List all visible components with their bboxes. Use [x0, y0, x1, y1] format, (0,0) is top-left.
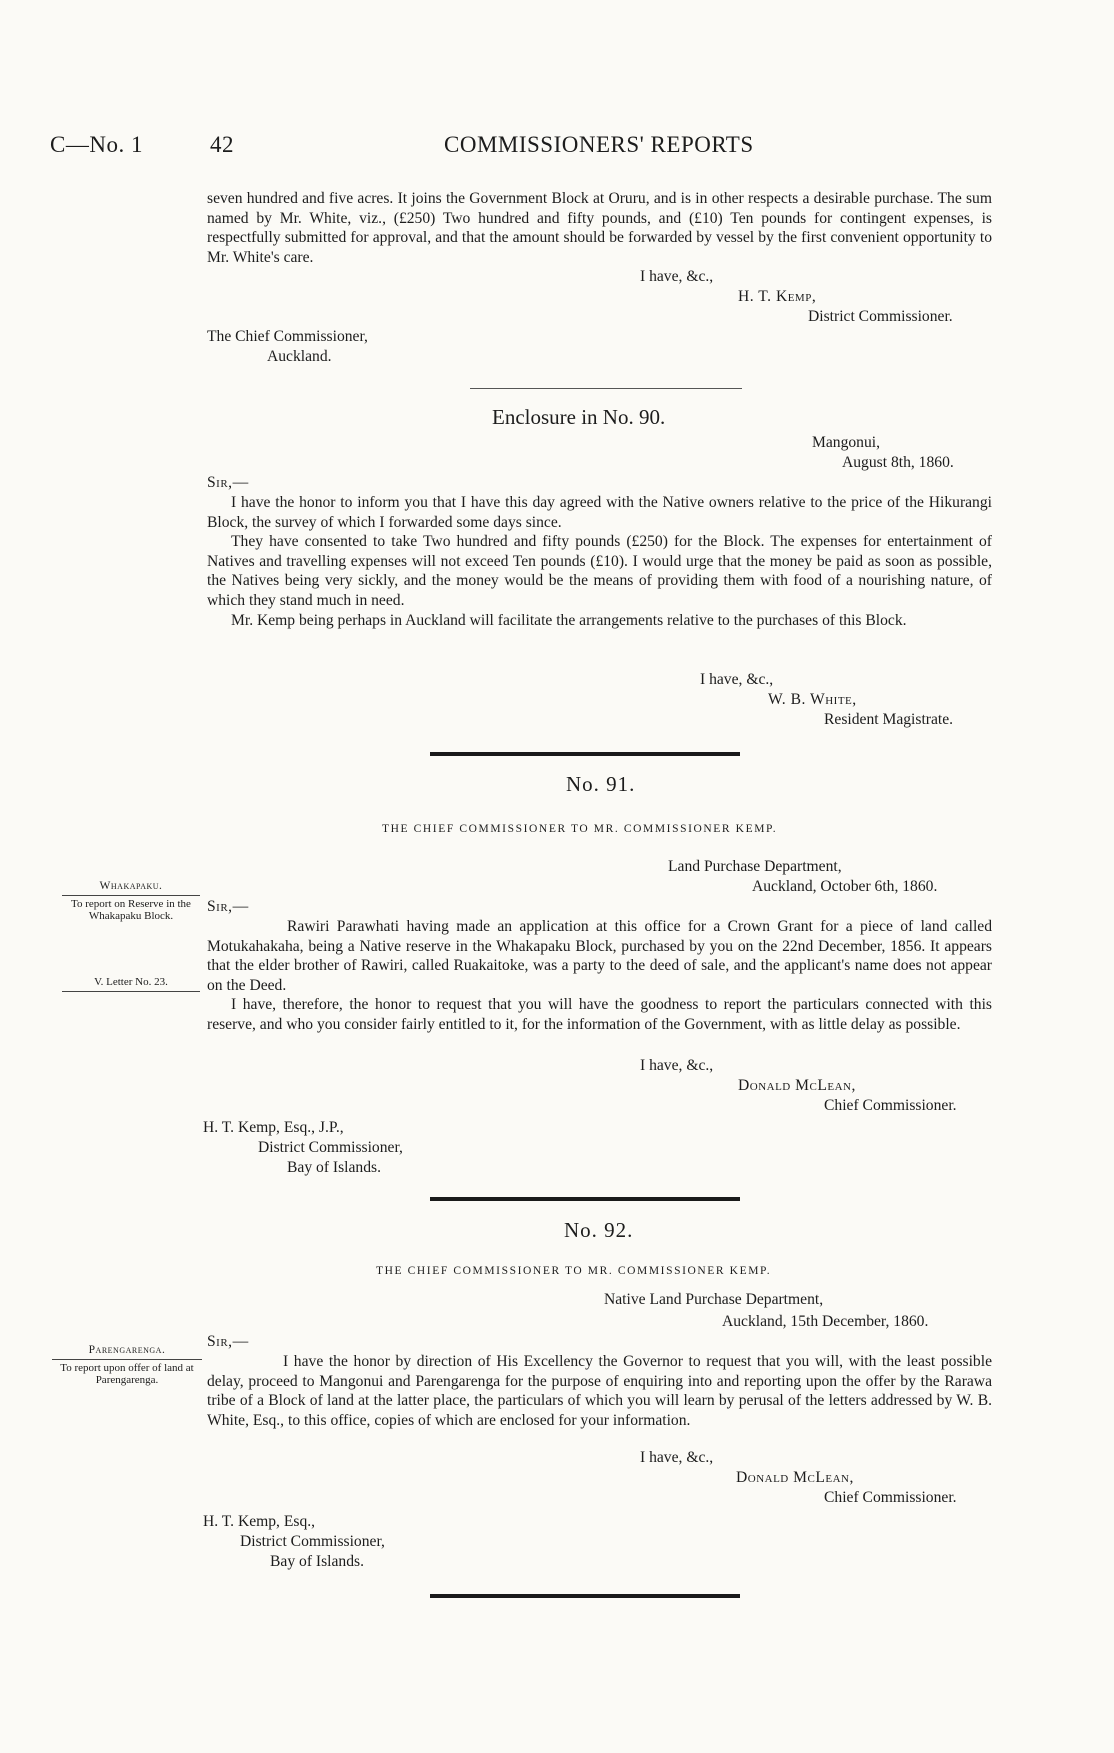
letter-92-margin	[52, 1344, 202, 1387]
section-divider	[470, 388, 742, 389]
letter-92-addressee-1: H. T. Kemp, Esq.,	[203, 1513, 316, 1530]
margin-rule	[62, 991, 200, 992]
enclosure-signer: W. B. White,	[768, 691, 857, 708]
intro-paragraph: seven hundred and five acres. It joins the Government Block at Oruru, and is in other respects a desirable purchase. The sum named by Mr. White, viz., (£250) Two hundred and fifty pounds, and (£10) Ten pounds for contingent expenses, is respectfully submitted for approval, and that the amount should be forwarded by vessel by the first convenient opportunity to Mr. White's care.	[207, 190, 992, 266]
enclosure-sign-off: I have, &c.,	[700, 671, 774, 688]
enclosure-date: August 8th, 1860.	[842, 454, 954, 471]
letter-92-addressee-2: District Commissioner,	[240, 1533, 385, 1550]
letter-91-addressee-1: H. T. Kemp, Esq., J.P.,	[203, 1119, 344, 1136]
letter-91-para-2: I have, therefore, the honor to request that you will have the goodness to report the particulars connected with this reserve, and who you consider fairly entitled to it, for the information of the Government, with as little delay as possible.	[207, 996, 992, 1033]
section-divider-thick	[430, 752, 740, 756]
enclosure-para-2: They have consented to take Two hundred and fifty pounds (£250) for the Block. The expenses for entertainment of Natives and travelling expenses will not exceed Ten pounds (£10). I would urge that the money be paid as soon as possible, the Natives being very sickly, and the money would be the means of providing them with food of a nourishing nature, of which they stand much in need.	[207, 533, 992, 609]
letter-92-date: Auckland, 15th December, 1860.	[722, 1313, 929, 1330]
intro-sign-off: I have, &c.,	[640, 268, 714, 285]
letter-92-margin-head: Parengarenga.	[88, 1344, 166, 1356]
letter-92-salutation: Sir,—	[207, 1333, 249, 1350]
letter-91-place: Land Purchase Department,	[668, 858, 842, 875]
letter-91-number: No. 91.	[566, 772, 636, 796]
page-number: 42	[210, 132, 234, 157]
letter-92-signer: Donald McLean,	[736, 1469, 854, 1486]
enclosure-salutation: Sir,—	[207, 474, 249, 491]
letter-91-margin-ref: V. Letter No. 23.	[94, 976, 168, 988]
intro-addressee-2: Auckland.	[267, 348, 332, 365]
intro-addressee-1: The Chief Commissioner,	[207, 328, 368, 345]
letter-91-margin-note: To report on Reserve in the Whakapaku Block.	[71, 897, 191, 922]
letter-92-place: Native Land Purchase Department,	[604, 1291, 824, 1308]
letter-91-subtitle: THE CHIEF COMMISSIONER TO MR. COMMISSIONER KEMP.	[382, 823, 778, 835]
letter-91-addressee-2: District Commissioner,	[258, 1139, 403, 1156]
letter-91-para-1: Rawiri Parawhati having made an application at this office for a Crown Grant for a piece of land called Motukahakaha, being a Native reserve in the Whakapaku Block, purchased by you on the 22nd December, 1856. It appears that the elder brother of Rawiri, called Ruakaitoke, was a party to the deed of sale, and the applicant's name does not appear on the Deed.	[207, 918, 992, 994]
margin-rule	[52, 1359, 202, 1360]
letter-92-signer-title: Chief Commissioner.	[824, 1489, 957, 1506]
letter-92-subtitle: THE CHIEF COMMISSIONER TO MR. COMMISSIONER KEMP.	[376, 1265, 772, 1277]
letter-91-sign-off: I have, &c.,	[640, 1057, 714, 1074]
letter-91-addressee-3: Bay of Islands.	[287, 1159, 381, 1176]
letter-91-signer: Donald McLean,	[738, 1077, 856, 1094]
series-number: C—No. 1	[50, 132, 143, 157]
letter-91-margin	[62, 880, 200, 923]
enclosure-place: Mangonui,	[812, 434, 881, 451]
enclosure-para-1: I have the honor to inform you that I have this day agreed with the Native owners relative to the price of the Hikurangi Block, the survey of which I forwarded some days since.	[207, 494, 992, 531]
closing-divider	[430, 1594, 740, 1598]
enclosure-body	[207, 493, 992, 630]
letter-92-sign-off: I have, &c.,	[640, 1449, 714, 1466]
letter-91-margin-ref-block	[62, 976, 200, 992]
intro-signer: H. T. Kemp,	[738, 288, 817, 305]
margin-rule	[62, 895, 200, 896]
letter-92-para-1: I have the honor by direction of His Excellency the Governor to request that you will, with the least possible delay, proceed to Mangonui and Parengarenga for the purpose of enquiring into and reporting upon the offer by the Rarawa tribe of a Block of land at the latter place, the particulars of which you will learn by perusal of the letters addressed by W. B. White, Esq., to this office, copies of which are enclosed for your information.	[207, 1353, 992, 1429]
enclosure-signer-title: Resident Magistrate.	[824, 711, 954, 728]
letter-92-number: No. 92.	[564, 1218, 634, 1242]
letter-91-signer-title: Chief Commissioner.	[824, 1097, 957, 1114]
enclosure-para-3: Mr. Kemp being perhaps in Auckland will facilitate the arrangements relative to the purchases of this Block.	[231, 611, 907, 629]
letter-92-body	[207, 1352, 992, 1430]
letter-91-margin-head: Whakapaku.	[99, 880, 163, 892]
letter-91-date: Auckland, October 6th, 1860.	[752, 878, 938, 895]
letter-92-addressee-3: Bay of Islands.	[270, 1553, 364, 1570]
letter-91-body	[207, 917, 992, 1035]
enclosure-heading: Enclosure in No. 90.	[492, 405, 666, 429]
letter-91-salutation: Sir,—	[207, 898, 249, 915]
letter-92-margin-note: To report upon offer of land at Parengarenga.	[60, 1361, 194, 1386]
section-divider-thick	[430, 1197, 740, 1201]
intro-signer-title: District Commissioner.	[808, 308, 953, 325]
page-title: COMMISSIONERS' REPORTS	[444, 132, 754, 157]
